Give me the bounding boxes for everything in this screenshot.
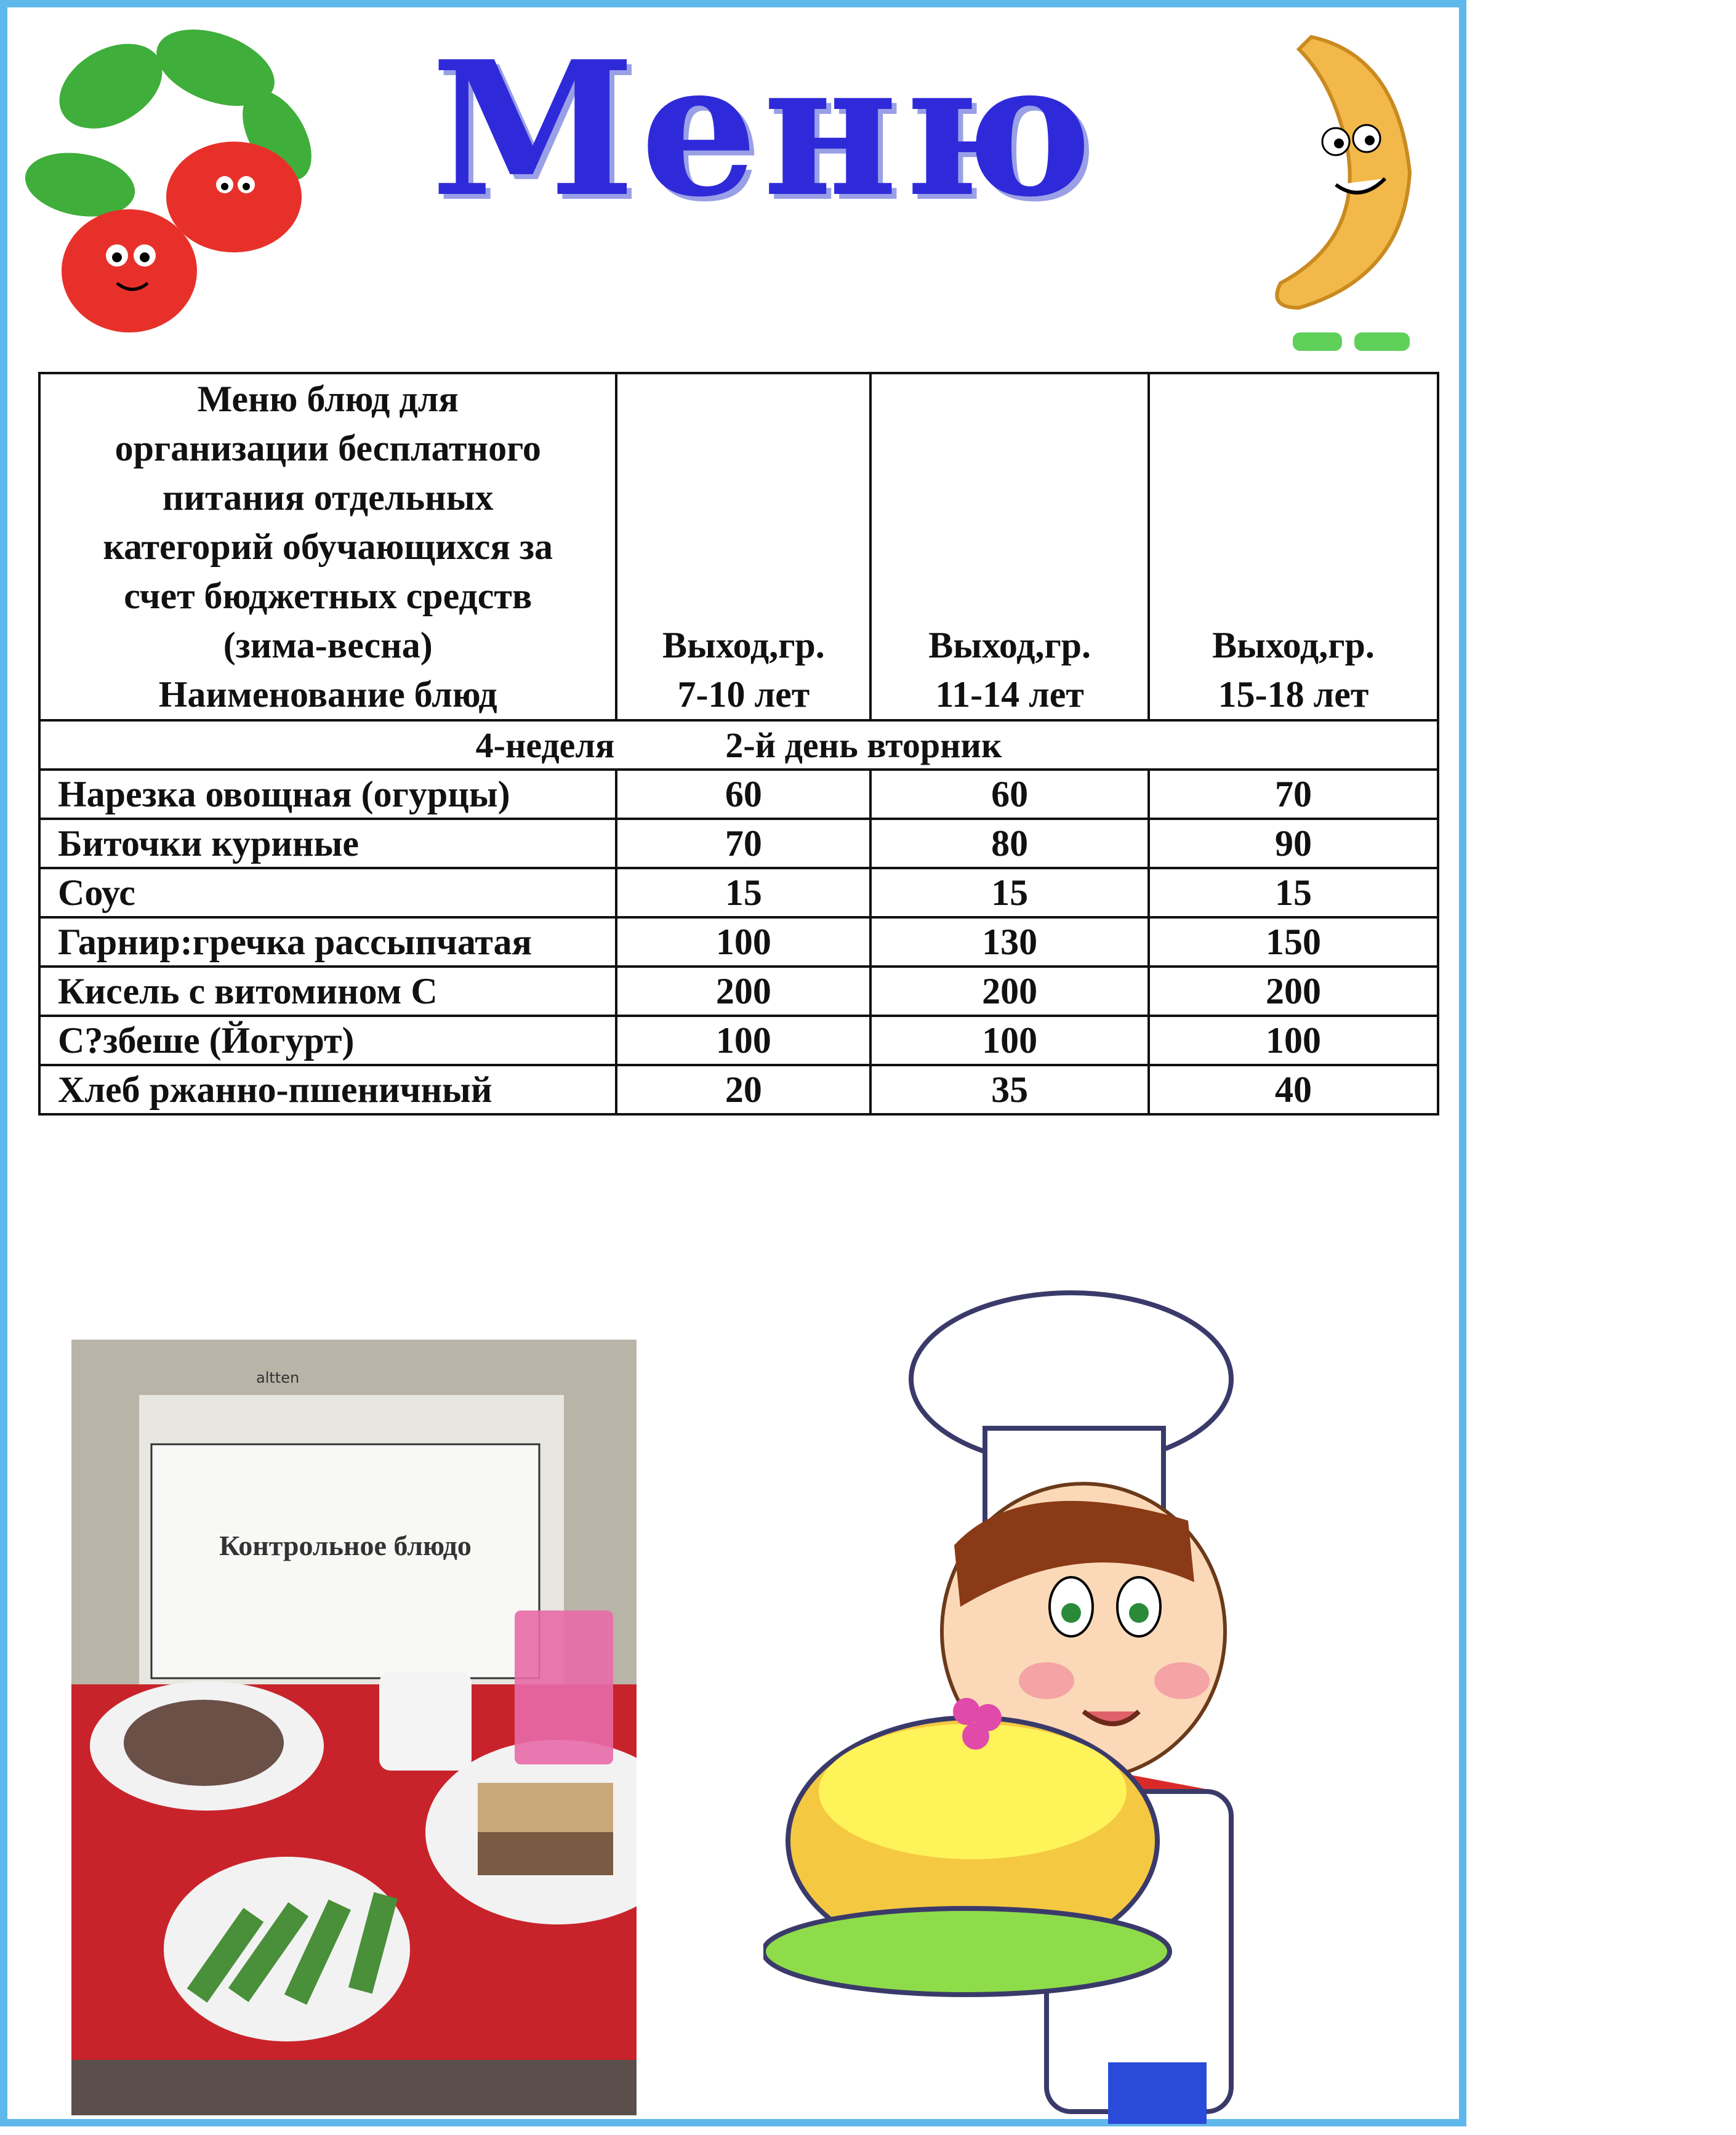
portion-7-10: 60: [616, 770, 870, 819]
table-row: [39, 1065, 1438, 1114]
portion-15-18: 40: [1149, 1065, 1438, 1114]
table-row: [39, 1016, 1438, 1065]
portion-15-18: 100: [1149, 1016, 1438, 1065]
dish-name: С?збеше (Йогурт): [39, 1016, 616, 1065]
banana-illustration: [1244, 18, 1465, 363]
header-line: Наименование блюд: [158, 674, 497, 715]
portion-7-10: 15: [616, 868, 870, 917]
portion-15-18: 90: [1149, 819, 1438, 868]
dish-name: Биточки куриные: [39, 819, 616, 868]
portion-11-14: 200: [870, 967, 1149, 1016]
portion-11-14: 15: [870, 868, 1149, 917]
chef-illustration: [763, 1287, 1453, 2124]
portion-7-10: 20: [616, 1065, 870, 1114]
week-day-row: [39, 720, 1438, 770]
control-dish-photo: [71, 1340, 637, 2115]
week-day-cell: [39, 720, 1438, 770]
header-line: организации бесплатного: [115, 428, 541, 468]
cup-brand-label: altten: [256, 1369, 300, 1386]
menu-table: [38, 372, 1439, 1116]
dish-name: Кисель с витомином С: [39, 967, 616, 1016]
table-row: [39, 917, 1438, 967]
page-title: Меню: [431, 20, 1098, 238]
week-label: 4-неделя: [475, 725, 615, 765]
table-row: [39, 868, 1438, 917]
strawberry-illustration: [12, 12, 357, 345]
portion-7-10: 100: [616, 917, 870, 967]
table-row: [39, 967, 1438, 1016]
dish-name: Соус: [39, 868, 616, 917]
portion-11-14: 100: [870, 1016, 1149, 1065]
day-label: 2-й день вторник: [725, 725, 1002, 765]
header-line: категорий обучающихся за: [103, 526, 553, 567]
header-age-11-14: [870, 373, 1149, 720]
header-name-cell: [39, 373, 616, 720]
portion-7-10: 200: [616, 967, 870, 1016]
portion-11-14: 60: [870, 770, 1149, 819]
header-line: Выход,гр.: [1212, 625, 1375, 665]
dish-name: Гарнир:гречка рассыпчатая: [39, 917, 616, 967]
dish-name: Нарезка овощная (огурцы): [39, 770, 616, 819]
control-dish-sign: Контрольное блюдо: [219, 1530, 472, 1561]
dish-name: Хлеб ржанно-пшеничный: [39, 1065, 616, 1114]
portion-11-14: 130: [870, 917, 1149, 967]
header-line: 15-18 лет: [1218, 674, 1369, 715]
header-line: Выход,гр.: [662, 625, 825, 665]
portion-7-10: 100: [616, 1016, 870, 1065]
header-line: 11-14 лет: [935, 674, 1084, 715]
table-row: [39, 770, 1438, 819]
portion-15-18: 15: [1149, 868, 1438, 917]
header-line: Выход,гр.: [928, 625, 1091, 665]
header-age-15-18: [1149, 373, 1438, 720]
header-line: счет бюджетных средств: [124, 576, 532, 616]
header-line: 7-10 лет: [677, 674, 810, 715]
header-line: Меню блюд для: [197, 379, 459, 419]
portion-15-18: 200: [1149, 967, 1438, 1016]
portion-7-10: 70: [616, 819, 870, 868]
portion-11-14: 35: [870, 1065, 1149, 1114]
table-header-row: [39, 373, 1438, 720]
portion-15-18: 150: [1149, 917, 1438, 967]
header-line: (зима-весна): [223, 625, 433, 665]
portion-11-14: 80: [870, 819, 1149, 868]
table-row: [39, 819, 1438, 868]
header-age-7-10: [616, 373, 870, 720]
portion-15-18: 70: [1149, 770, 1438, 819]
header-line: питания отдельных: [162, 477, 494, 518]
